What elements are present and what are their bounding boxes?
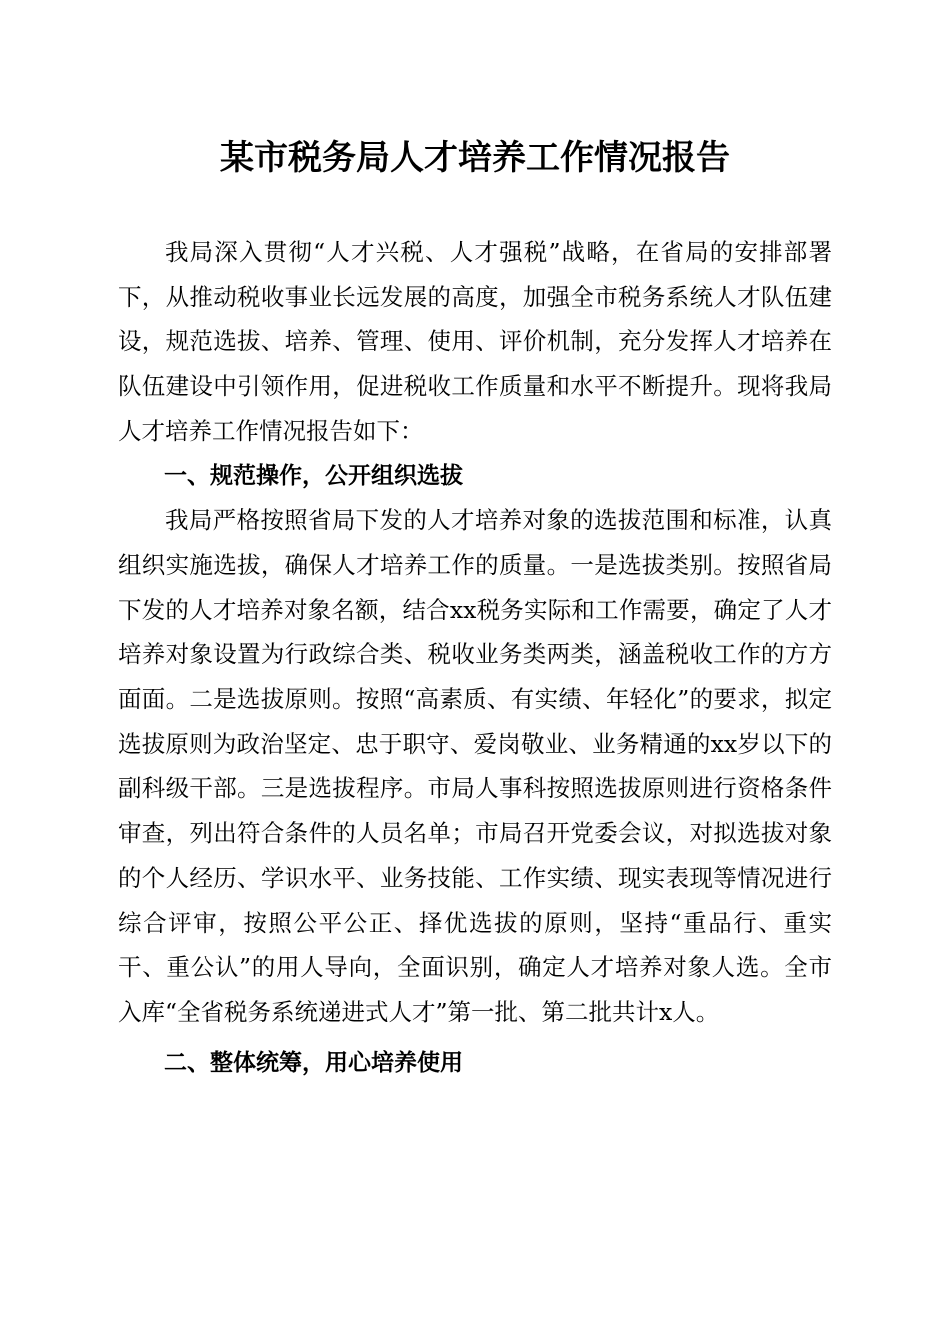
section-1-heading: 一、规范操作，公开组织选拔 <box>164 462 463 489</box>
document-title: 某市税务局人才培养工作情况报告 <box>220 138 730 178</box>
intro-paragraph: 我局深入贯彻“人才兴税、人才强税”战略，在省局的安排部署下，从推动税收事业长远发展的高度，加强全市税务系统人才队伍建设，规范选拔、培养、管理、使用、评价机制，充分发挥人才培养在队伍建设中引领作用，促进税收工作质量和水平不断提升。现将我局人才培养工作情况报告如下： <box>118 238 832 445</box>
document-body <box>118 230 832 1085</box>
section-1-paragraph: 我局严格按照省局下发的人才培养对象的选拔范围和标准，认真组织实施选拔，确保人才培养工作的质量。一是选拔类别。按照省局下发的人才培养对象名额，结合xx税务实际和工作需要，确定了人才培养对象设置为行政综合类、税收业务类两类，涵盖税收工作的方方面面。二是选拔原则。按照“高素质、有实绩、年轻化”的要求，拟定选拔原则为政治坚定、忠于职守、爱岗敬业、业务精通的xx岁以下的副科级干部。三是选拔程序。市局人事科按照选拔原则进行资格条件审查，列出符合条件的人员名单；市局召开党委会议，对拟选拔对象的个人经历、学识水平、业务技能、工作实绩、现实表现等情况进行综合评审，按照公平公正、择优选拔的原则，坚持“重品行、重实干、重公认”的用人导向，全面识别，确定人才培养对象人选。全市入库“全省税务系统递进式人才”第一批、第二批共计x人。 <box>118 506 832 1026</box>
section-2-heading: 二、整体统筹，用心培养使用 <box>164 1049 463 1076</box>
